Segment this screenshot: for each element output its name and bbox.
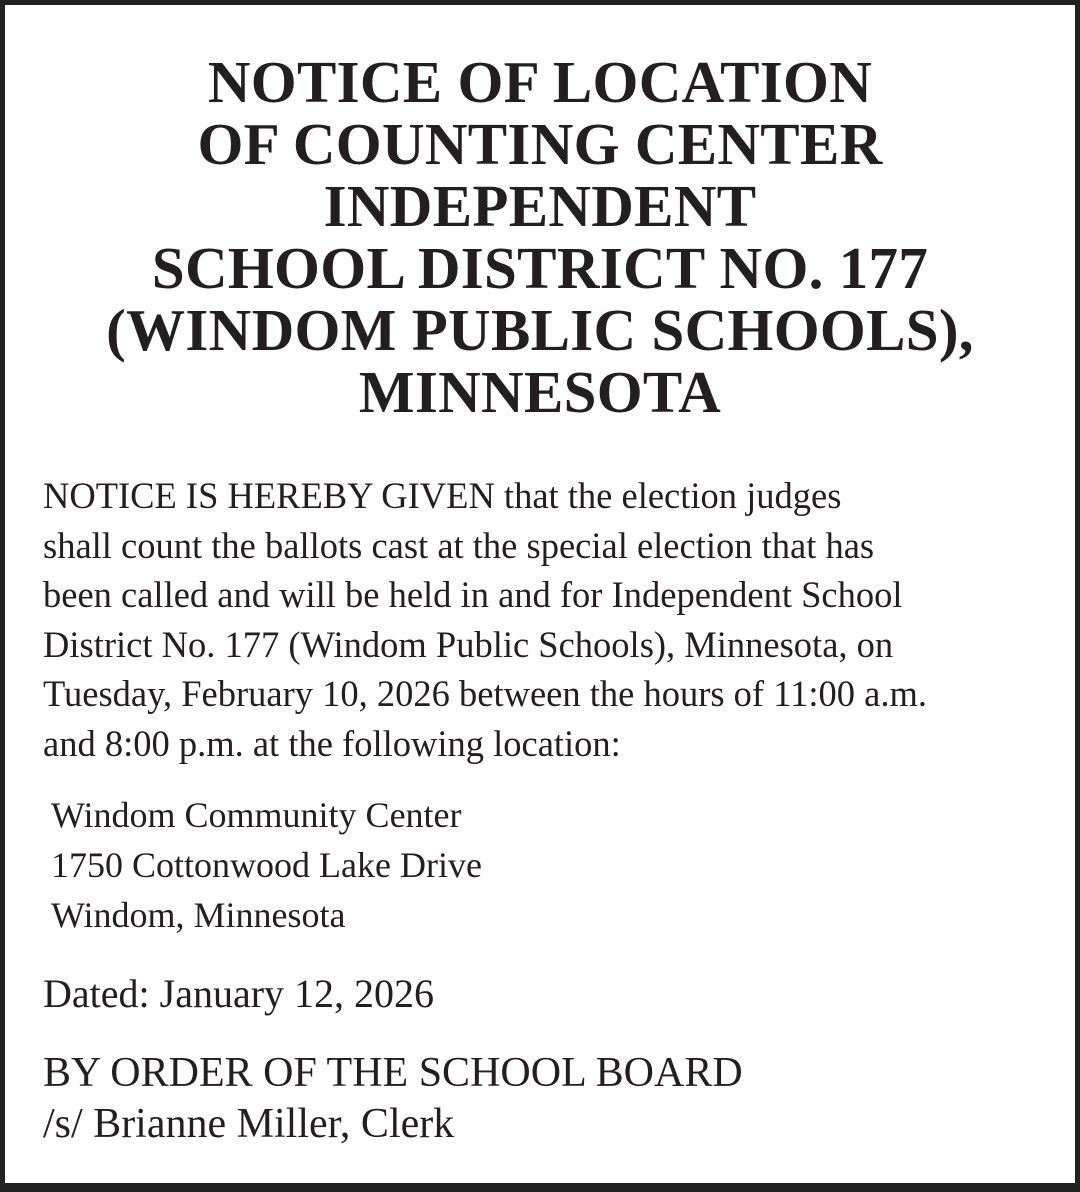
notice-body <box>43 471 1043 768</box>
address-line: 1750 Cottonwood Lake Drive <box>51 845 482 885</box>
title-line: SCHOOL DISTRICT NO. 177 <box>151 235 929 301</box>
address-line: Windom Community Center <box>51 795 462 835</box>
title-line: (WINDOM PUBLIC SCHOOLS), <box>106 297 974 363</box>
body-line: been called and will be held in and for Independent School <box>43 574 903 615</box>
dated-line: Dated: January 12, 2026 <box>43 971 435 1016</box>
clerk-signature: /s/ Brianne Miller, Clerk <box>43 1101 455 1147</box>
location-address <box>51 790 482 940</box>
title-line: MINNESOTA <box>358 359 722 425</box>
body-line: Tuesday, February 10, 2026 between the hours of 11:00 a.m. <box>43 673 927 714</box>
body-line: shall count the ballots cast at the special election that has <box>43 524 875 566</box>
signature-block <box>43 1048 743 1150</box>
address-line: Windom, Minnesota <box>51 895 346 935</box>
notice-title <box>5 51 1075 423</box>
title-line: OF COUNTING CENTER <box>197 111 883 177</box>
title-line: NOTICE OF LOCATION <box>207 49 873 115</box>
body-line: NOTICE IS HEREBY GIVEN that the election judges <box>43 475 842 516</box>
body-line: and 8:00 p.m. at the following location: <box>43 722 621 764</box>
title-line: INDEPENDENT <box>323 173 757 239</box>
order-line: BY ORDER OF THE SCHOOL BOARD <box>43 1050 743 1096</box>
body-line: District No. 177 (Windom Public Schools), Minnesota, on <box>43 623 894 665</box>
